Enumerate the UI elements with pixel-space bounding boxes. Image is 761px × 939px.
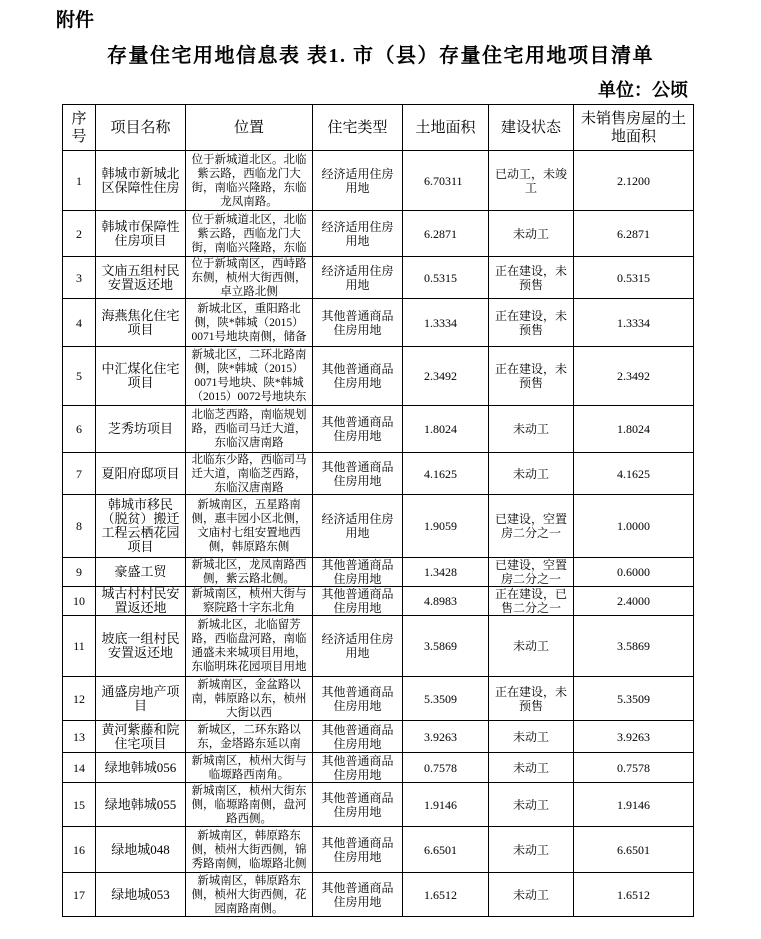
land-area-text: 6.70311 bbox=[424, 173, 463, 188]
construction-status-text: 已建设，空置房二分之一 bbox=[494, 512, 567, 540]
construction-status-text: 正在建设，未预售 bbox=[494, 263, 567, 292]
cell-construction-status bbox=[489, 151, 574, 211]
cell-index bbox=[63, 827, 96, 873]
cell-unsold-land-area bbox=[574, 753, 694, 783]
housing-type-text: 经济适用住房用地 bbox=[321, 512, 394, 540]
cell-unsold-land-area bbox=[574, 587, 694, 616]
cell-land-area bbox=[403, 495, 489, 558]
project-name-text: 韩城市移民（脱贫）搬迁工程云栖花园项目 bbox=[101, 497, 180, 554]
cell-location bbox=[186, 453, 313, 495]
cell-land-area bbox=[403, 558, 489, 587]
unsold-land-area-text: 0.7578 bbox=[617, 760, 650, 775]
cell-housing-type bbox=[313, 406, 403, 453]
location-text: 新城北区，北临留芳路，西临盘河路，南临通盛未来城项目用地，东临明珠花园项目用地 bbox=[191, 619, 307, 673]
construction-status-text: 正在建设，已售二分之一 bbox=[494, 587, 567, 615]
cell-construction-status bbox=[489, 453, 574, 495]
column-header-location bbox=[186, 105, 313, 151]
location-text: 新城南区，桢州大街与察院路十字东北角 bbox=[191, 588, 307, 614]
housing-type-text: 经济适用住房用地 bbox=[321, 263, 394, 292]
table-row bbox=[63, 453, 694, 495]
cell-construction-status bbox=[489, 558, 574, 587]
cell-unsold-land-area bbox=[574, 257, 694, 299]
cell-construction-status bbox=[489, 347, 574, 406]
cell-location bbox=[186, 495, 313, 558]
table-row bbox=[63, 257, 694, 299]
column-header-housing-type bbox=[313, 105, 403, 151]
cell-construction-status bbox=[489, 827, 574, 873]
cell-unsold-land-area bbox=[574, 406, 694, 453]
cell-housing-type bbox=[313, 347, 403, 406]
cell-land-area bbox=[403, 211, 489, 257]
index-text: 16 bbox=[73, 842, 85, 857]
column-header-project-name bbox=[96, 105, 186, 151]
column-header-land-area bbox=[403, 105, 489, 151]
cell-location bbox=[186, 783, 313, 827]
cell-project-name bbox=[96, 616, 186, 677]
cell-housing-type bbox=[313, 558, 403, 587]
cell-location bbox=[186, 151, 313, 211]
cell-unsold-land-area bbox=[574, 299, 694, 347]
cell-land-area bbox=[403, 347, 489, 406]
cell-land-area bbox=[403, 453, 489, 495]
index-text: 7 bbox=[76, 466, 82, 481]
cell-construction-status bbox=[489, 753, 574, 783]
housing-type-text: 其他普通商品住房用地 bbox=[321, 308, 394, 337]
cell-housing-type bbox=[313, 753, 403, 783]
construction-status-text: 正在建设，未预售 bbox=[494, 684, 567, 713]
cell-housing-type bbox=[313, 151, 403, 211]
cell-project-name bbox=[96, 558, 186, 587]
cell-location bbox=[186, 299, 313, 347]
table-row bbox=[63, 721, 694, 753]
cell-housing-type bbox=[313, 827, 403, 873]
table-row bbox=[63, 151, 694, 211]
index-text: 3 bbox=[76, 270, 82, 285]
construction-status-text: 未动工 bbox=[512, 887, 549, 902]
location-text: 新城南区，桢州大街东侧，临塬路南侧，盘河路西侧。 bbox=[191, 784, 307, 825]
unsold-land-area-text: 0.6000 bbox=[617, 565, 650, 579]
cell-location bbox=[186, 677, 313, 721]
location-text: 新城北区，重阳路北侧，陕*韩城（2015）0071号地块南侧，储备 bbox=[191, 302, 307, 343]
cell-unsold-land-area bbox=[574, 721, 694, 753]
project-name-text: 城古村村民安置返还地 bbox=[101, 587, 180, 615]
cell-project-name bbox=[96, 151, 186, 211]
cell-location bbox=[186, 827, 313, 873]
unsold-land-area-text: 3.9263 bbox=[617, 729, 650, 744]
cell-index bbox=[63, 347, 96, 406]
table-row bbox=[63, 677, 694, 721]
construction-status-text: 未动工 bbox=[512, 760, 549, 775]
cell-project-name bbox=[96, 211, 186, 257]
cell-land-area bbox=[403, 406, 489, 453]
cell-index bbox=[63, 211, 96, 257]
land-area-text: 1.3334 bbox=[424, 315, 457, 330]
housing-type-text: 其他普通商品住房用地 bbox=[321, 835, 394, 864]
cell-location bbox=[186, 347, 313, 406]
cell-unsold-land-area bbox=[574, 453, 694, 495]
housing-type-text: 其他普通商品住房用地 bbox=[321, 722, 394, 751]
column-header-construction-status bbox=[489, 105, 574, 151]
cell-project-name bbox=[96, 495, 186, 558]
housing-type-text: 经济适用住房用地 bbox=[321, 632, 394, 660]
project-name-text: 绿地城048 bbox=[111, 841, 170, 857]
housing-type-text: 其他普通商品住房用地 bbox=[321, 362, 394, 390]
column-header-label: 项目名称 bbox=[110, 119, 171, 136]
table-row bbox=[63, 211, 694, 257]
index-text: 8 bbox=[76, 519, 82, 533]
table-row bbox=[63, 347, 694, 406]
index-text: 2 bbox=[76, 226, 82, 241]
housing-type-text: 其他普通商品住房用地 bbox=[321, 880, 394, 909]
location-text: 新城南区，五星路南侧，惠丰园小区北侧，文庙村七组安置地西侧，韩原路东侧 bbox=[191, 499, 307, 553]
construction-status-text: 未动工 bbox=[512, 842, 549, 857]
land-area-text: 1.8024 bbox=[424, 422, 457, 436]
table-body bbox=[63, 151, 694, 917]
unsold-land-area-text: 6.6501 bbox=[617, 842, 650, 857]
column-header-label: 位置 bbox=[233, 119, 264, 136]
index-text: 14 bbox=[73, 760, 85, 775]
location-text: 新城南区，韩原路东侧，桢州大街西侧，锦秀路南侧，临塬路北侧 bbox=[191, 829, 307, 870]
column-header-label: 建设状态 bbox=[500, 119, 561, 136]
project-name-text: 韩城市新城北区保障性住房 bbox=[101, 165, 180, 195]
housing-type-text: 其他普通商品住房用地 bbox=[321, 558, 394, 586]
cell-construction-status bbox=[489, 783, 574, 827]
cell-unsold-land-area bbox=[574, 873, 694, 917]
unsold-land-area-text: 1.3334 bbox=[617, 315, 650, 330]
land-area-text: 0.7578 bbox=[424, 760, 457, 775]
cell-location bbox=[186, 616, 313, 677]
cell-land-area bbox=[403, 257, 489, 299]
unsold-land-area-text: 1.0000 bbox=[617, 519, 650, 533]
construction-status-text: 未动工 bbox=[512, 729, 549, 744]
cell-index bbox=[63, 873, 96, 917]
index-text: 11 bbox=[73, 639, 85, 653]
cell-housing-type bbox=[313, 783, 403, 827]
location-text: 新城南区，韩原路东侧，桢州大街西侧，花园南路南侧。 bbox=[191, 874, 307, 915]
cell-construction-status bbox=[489, 873, 574, 917]
project-name-text: 黄河紫藤和院住宅项目 bbox=[101, 721, 180, 751]
project-name-text: 韩城市保障性住房项目 bbox=[101, 218, 180, 248]
cell-land-area bbox=[403, 753, 489, 783]
land-area-text: 6.2871 bbox=[424, 226, 457, 241]
table-row bbox=[63, 558, 694, 587]
housing-type-text: 其他普通商品住房用地 bbox=[321, 415, 394, 443]
cell-housing-type bbox=[313, 299, 403, 347]
cell-location bbox=[186, 873, 313, 917]
housing-type-text: 其他普通商品住房用地 bbox=[321, 684, 394, 713]
cell-project-name bbox=[96, 347, 186, 406]
cell-index bbox=[63, 151, 96, 211]
project-name-text: 夏阳府邸项目 bbox=[101, 465, 180, 481]
cell-location bbox=[186, 211, 313, 257]
cell-index bbox=[63, 721, 96, 753]
land-area-text: 2.3492 bbox=[424, 369, 457, 383]
unsold-land-area-text: 2.1200 bbox=[617, 173, 650, 188]
location-text: 新城南区，桢州大街与临塬路西南角。 bbox=[191, 754, 307, 781]
cell-land-area bbox=[403, 873, 489, 917]
cell-project-name bbox=[96, 587, 186, 616]
location-text: 新城北区，二环北路南侧，陕*韩城（2015）0071号地块、陕*韩城（2015）0072号地块东 bbox=[191, 349, 307, 403]
cell-construction-status bbox=[489, 721, 574, 753]
cell-unsold-land-area bbox=[574, 558, 694, 587]
cell-index bbox=[63, 616, 96, 677]
cell-location bbox=[186, 558, 313, 587]
attachment-label: 附件 bbox=[56, 10, 95, 31]
land-area-text: 5.3509 bbox=[424, 691, 457, 706]
cell-project-name bbox=[96, 406, 186, 453]
construction-status-text: 已动工，未竣工 bbox=[494, 166, 567, 195]
cell-housing-type bbox=[313, 616, 403, 677]
cell-unsold-land-area bbox=[574, 347, 694, 406]
column-header-index bbox=[63, 105, 96, 151]
cell-index bbox=[63, 257, 96, 299]
index-text: 9 bbox=[76, 565, 82, 579]
land-area-text: 6.6501 bbox=[424, 842, 457, 857]
table-row bbox=[63, 587, 694, 616]
land-area-text: 3.9263 bbox=[424, 729, 457, 744]
location-text: 北临东少路，西临司马迁大道，南临芝西路，东临汉唐南路 bbox=[191, 454, 307, 494]
project-name-text: 芝秀坊项目 bbox=[107, 421, 173, 436]
land-project-table bbox=[62, 104, 694, 917]
construction-status-text: 已建设，空置房二分之一 bbox=[494, 558, 567, 586]
housing-type-text: 其他普通商品住房用地 bbox=[321, 459, 394, 488]
unsold-land-area-text: 1.8024 bbox=[617, 422, 650, 436]
table-row bbox=[63, 827, 694, 873]
cell-location bbox=[186, 721, 313, 753]
cell-unsold-land-area bbox=[574, 783, 694, 827]
cell-construction-status bbox=[489, 211, 574, 257]
project-name-text: 中汇煤化住宅项目 bbox=[101, 361, 180, 390]
cell-index bbox=[63, 558, 96, 587]
unsold-land-area-text: 2.3492 bbox=[617, 369, 650, 383]
cell-project-name bbox=[96, 827, 186, 873]
housing-type-text: 其他普通商品住房用地 bbox=[321, 587, 394, 615]
cell-land-area bbox=[403, 677, 489, 721]
cell-construction-status bbox=[489, 495, 574, 558]
land-area-text: 1.9146 bbox=[424, 797, 457, 812]
cell-unsold-land-area bbox=[574, 616, 694, 677]
land-area-text: 1.6512 bbox=[424, 887, 457, 902]
column-header-unsold-land-area bbox=[574, 105, 694, 151]
project-name-text: 海燕焦化住宅项目 bbox=[101, 307, 180, 337]
cell-land-area bbox=[403, 616, 489, 677]
location-text: 位于新城南区，西峙路东侧，桢州大街西侧，卓立路北侧 bbox=[191, 258, 307, 298]
index-text: 5 bbox=[76, 369, 82, 383]
cell-project-name bbox=[96, 873, 186, 917]
construction-status-text: 未动工 bbox=[512, 639, 549, 653]
cell-land-area bbox=[403, 299, 489, 347]
cell-land-area bbox=[403, 587, 489, 616]
index-text: 10 bbox=[73, 594, 85, 608]
land-area-text: 1.3428 bbox=[424, 565, 457, 579]
location-text: 新城南区，金盆路以南，韩原路以东，桢州大街以西 bbox=[191, 678, 307, 719]
project-name-text: 绿地城053 bbox=[111, 886, 170, 902]
cell-index bbox=[63, 783, 96, 827]
table-header-row bbox=[63, 105, 694, 151]
land-area-text: 4.8983 bbox=[424, 594, 457, 608]
cell-location bbox=[186, 587, 313, 616]
project-name-text: 坡底一组村民安置返还地 bbox=[101, 631, 180, 660]
project-name-text: 绿地韩城055 bbox=[104, 796, 177, 812]
cell-index bbox=[63, 406, 96, 453]
cell-unsold-land-area bbox=[574, 495, 694, 558]
table-row bbox=[63, 873, 694, 917]
cell-location bbox=[186, 257, 313, 299]
unsold-land-area-text: 3.5869 bbox=[617, 639, 650, 653]
cell-construction-status bbox=[489, 587, 574, 616]
unsold-land-area-text: 0.5315 bbox=[617, 270, 650, 285]
page-title: 存量住宅用地信息表 表1. 市（县）存量住宅用地项目清单 bbox=[107, 45, 654, 67]
project-name-text: 文庙五组村民安置返还地 bbox=[101, 262, 180, 292]
cell-housing-type bbox=[313, 453, 403, 495]
cell-project-name bbox=[96, 753, 186, 783]
location-text: 位于新城道北区。北临紫云路，西临龙门大街，南临兴隆路，东临龙凤南路。 bbox=[191, 153, 307, 208]
index-text: 15 bbox=[73, 797, 85, 812]
cell-unsold-land-area bbox=[574, 827, 694, 873]
cell-location bbox=[186, 753, 313, 783]
location-text: 北临芝西路，南临规划路，西临司马迁大道，东临汉唐南路 bbox=[191, 409, 307, 449]
cell-index bbox=[63, 677, 96, 721]
project-name-text: 豪盛工贸 bbox=[114, 564, 167, 579]
cell-construction-status bbox=[489, 616, 574, 677]
cell-land-area bbox=[403, 151, 489, 211]
table-row bbox=[63, 783, 694, 827]
cell-housing-type bbox=[313, 873, 403, 917]
unsold-land-area-text: 5.3509 bbox=[617, 691, 650, 706]
housing-type-text: 经济适用住房用地 bbox=[321, 219, 394, 248]
index-text: 4 bbox=[76, 315, 82, 330]
cell-unsold-land-area bbox=[574, 211, 694, 257]
housing-type-text: 经济适用住房用地 bbox=[321, 166, 394, 195]
land-area-text: 0.5315 bbox=[424, 270, 457, 285]
land-area-text: 3.5869 bbox=[424, 639, 457, 653]
table-row bbox=[63, 495, 694, 558]
housing-type-text: 其他普通商品住房用地 bbox=[321, 753, 394, 782]
cell-index bbox=[63, 453, 96, 495]
cell-housing-type bbox=[313, 495, 403, 558]
unsold-land-area-text: 6.2871 bbox=[617, 226, 650, 241]
index-text: 6 bbox=[76, 422, 82, 436]
land-area-text: 1.9059 bbox=[424, 519, 457, 533]
construction-status-text: 正在建设，未预售 bbox=[494, 362, 567, 390]
cell-unsold-land-area bbox=[574, 677, 694, 721]
cell-index bbox=[63, 753, 96, 783]
table-row bbox=[63, 299, 694, 347]
column-header-label: 未销售房屋的土地面积 bbox=[580, 110, 686, 145]
cell-project-name bbox=[96, 453, 186, 495]
column-header-label: 土地面积 bbox=[415, 119, 476, 136]
cell-index bbox=[63, 299, 96, 347]
index-text: 13 bbox=[73, 729, 85, 744]
column-header-label: 住宅类型 bbox=[327, 119, 388, 136]
construction-status-text: 正在建设，未预售 bbox=[494, 308, 567, 337]
cell-housing-type bbox=[313, 677, 403, 721]
cell-location bbox=[186, 406, 313, 453]
column-header-label: 序号 bbox=[71, 110, 87, 145]
cell-project-name bbox=[96, 677, 186, 721]
location-text: 位于新城道北区，北临紫云路，西临龙门大街，南临兴隆路，东临 bbox=[191, 213, 307, 254]
cell-construction-status bbox=[489, 406, 574, 453]
cell-construction-status bbox=[489, 299, 574, 347]
table-row bbox=[63, 616, 694, 677]
table-head bbox=[63, 105, 694, 151]
cell-housing-type bbox=[313, 721, 403, 753]
cell-index bbox=[63, 495, 96, 558]
project-name-text: 绿地韩城056 bbox=[104, 759, 177, 775]
cell-land-area bbox=[403, 827, 489, 873]
cell-project-name bbox=[96, 299, 186, 347]
cell-land-area bbox=[403, 783, 489, 827]
location-text: 新城区，二环东路以东，金塔路东延以南 bbox=[197, 723, 301, 750]
table-row bbox=[63, 753, 694, 783]
index-text: 12 bbox=[73, 691, 85, 706]
cell-project-name bbox=[96, 783, 186, 827]
table-row bbox=[63, 406, 694, 453]
cell-housing-type bbox=[313, 587, 403, 616]
unsold-land-area-text: 4.1625 bbox=[617, 466, 650, 481]
cell-housing-type bbox=[313, 211, 403, 257]
location-text: 新城北区，龙凤南路西侧，紫云路北侧。 bbox=[191, 559, 307, 585]
unsold-land-area-text: 1.6512 bbox=[617, 887, 650, 902]
construction-status-text: 未动工 bbox=[512, 797, 549, 812]
cell-land-area bbox=[403, 721, 489, 753]
cell-construction-status bbox=[489, 257, 574, 299]
cell-unsold-land-area bbox=[574, 151, 694, 211]
construction-status-text: 未动工 bbox=[512, 226, 549, 241]
land-area-text: 4.1625 bbox=[424, 466, 457, 481]
unsold-land-area-text: 1.9146 bbox=[617, 797, 650, 812]
index-text: 17 bbox=[73, 887, 85, 902]
cell-project-name bbox=[96, 257, 186, 299]
housing-type-text: 其他普通商品住房用地 bbox=[321, 790, 394, 819]
unsold-land-area-text: 2.4000 bbox=[617, 594, 650, 608]
index-text: 1 bbox=[76, 173, 82, 188]
unit-label: 单位：公顷 bbox=[598, 80, 688, 100]
cell-project-name bbox=[96, 721, 186, 753]
cell-index bbox=[63, 587, 96, 616]
cell-housing-type bbox=[313, 257, 403, 299]
project-name-text: 通盛房地产项目 bbox=[101, 683, 180, 713]
construction-status-text: 未动工 bbox=[512, 422, 549, 436]
cell-construction-status bbox=[489, 677, 574, 721]
construction-status-text: 未动工 bbox=[512, 466, 549, 481]
